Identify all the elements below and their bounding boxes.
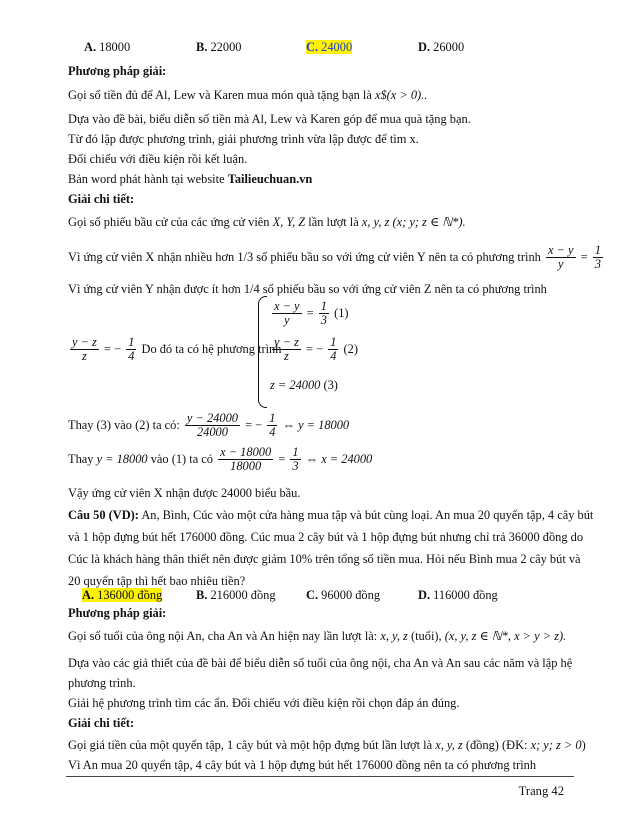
page-number: Trang 42 [518,784,564,798]
method-line-4: Đối chiếu với điều kiện rồi kết luận. [68,152,248,166]
q50-line-4: 20 quyển tập thì hết bao nhiêu tiền? [68,574,246,588]
system-eq-1: $\frac{x - y}{y}$ = $\frac{1}{3}$ (1) [274,299,349,328]
method2-line-1: Gọi số tuổi của ông nội An, cha An và An hiện nay lần lượt là: x, y, z (tuổi), (x, y, z ∈ ℕ*, x > y > z). [68,629,567,643]
q50-line-3: Cúc là khách hàng thân thiết nên được giảm 10% trên tổng số tiền mua. Hỏi nếu Bình mua 2 cây bút và [68,552,581,566]
q50-option-c: C. 96000 đồng [306,588,381,602]
website-line: Bản word phát hành tại website Tailieuchuan.vn [68,172,313,186]
method2-line-3: phương trình. [68,676,136,690]
detail2-line-1: Gọi giá tiền của một quyển tập, 1 cây bút và một hộp đựng bút lần lượt là x, y, z (đồng) (ĐK: x; y; z > 0) [68,738,586,752]
detail-heading: Giải chi tiết: [68,192,135,206]
footer-divider [66,776,574,777]
substitution-2: Thay y = 18000 vào (1) ta có $\frac{x - 18000}{18000}$ = $\frac{1}{3}$ ⇔ x = 24000 [68,445,373,474]
method2-line-4: Giải hệ phương trình tìm các ẩn. Đối chiếu với điều kiện rồi chọn đáp án đúng. [68,696,460,710]
method-heading: Phương pháp giải: [68,64,167,78]
method2-line-2: Dựa vào các giả thiết của đề bài để biểu diễn số tuổi của ông nội, cha An và An sau các năm và lập hệ [68,656,573,670]
detail-line-4: $\frac{y - z}{z}$ = − $\frac{1}{4}$ Do đó ta có hệ phương trình [72,335,282,364]
q50-option-d: D. 116000 đồng [418,588,498,602]
option-c-correct: C. 24000 [306,40,353,54]
q50-option-b: B. 216000 đồng [196,588,276,602]
option-a: A. 18000 [84,40,131,54]
method2-heading: Phương pháp giải: [68,606,167,620]
detail2-heading: Giải chi tiết: [68,716,135,730]
option-d: D. 26000 [418,40,465,54]
method-line-2: Dựa vào đề bài, biểu diễn số tiền mà Al, Lew và Karen góp để mua quà tặng bạn. [68,112,471,126]
detail-line-2: Vì ứng cử viên X nhận nhiều hơn 1/3 số phiếu bầu so với ứng cử viên Y nên ta có phương trình $\frac{x - y}{y}$ = $\frac{1}{3}$ [68,243,601,272]
detail2-line-2: Vì An mua 20 quyển tập, 4 cây bút và 1 hộp đựng bút hết 176000 đồng nên ta có phương trình [68,758,537,772]
q50-option-a-correct: A. 136000 đồng [82,588,163,602]
q50-line-2: và 1 hộp đựng bút hết 176000 đồng. Cúc mua 2 cây bút và 1 hộp đựng bút nhưng chỉ trả 36000 đồng do [68,530,584,544]
system-eq-2: $\frac{y - z}{z}$ = − $\frac{1}{4}$ (2) [274,335,358,364]
conclusion: Vậy ứng cử viên X nhận được 24000 biểu bầu. [68,486,301,500]
system-eq-3: z = 24000 (3) [270,378,338,392]
option-b: B. 22000 [196,40,242,54]
method-line-3: Từ đó lập được phương trình, giải phương trình vừa lập được để tìm x. [68,132,419,146]
substitution-1: Thay (3) vào (2) ta có: $\frac{y - 24000}{24000}$ = − $\frac{1}{4}$ ⇔ y = 18000 [68,411,350,440]
q50-line-1: Câu 50 (VD): An, Bình, Cúc vào một cửa hàng mua tập và bút cùng loại. An mua 20 quyển tập, 4 cây bút [68,508,594,522]
detail-line-3: Vì ứng cử viên Y nhận được ít hơn 1/4 số phiếu bầu so với ứng cử viên Z nên ta có phương trình [68,282,547,296]
detail-line-1: Gọi số phiếu bầu cử của các ứng cử viên X, Y, Z lần lượt là x, y, z (x; y; z ∈ ℕ*). [68,215,466,229]
method-line-1: Gọi số tiền đủ để Al, Lew và Karen mua món quà tặng bạn là x$(x > 0).. [68,88,428,102]
